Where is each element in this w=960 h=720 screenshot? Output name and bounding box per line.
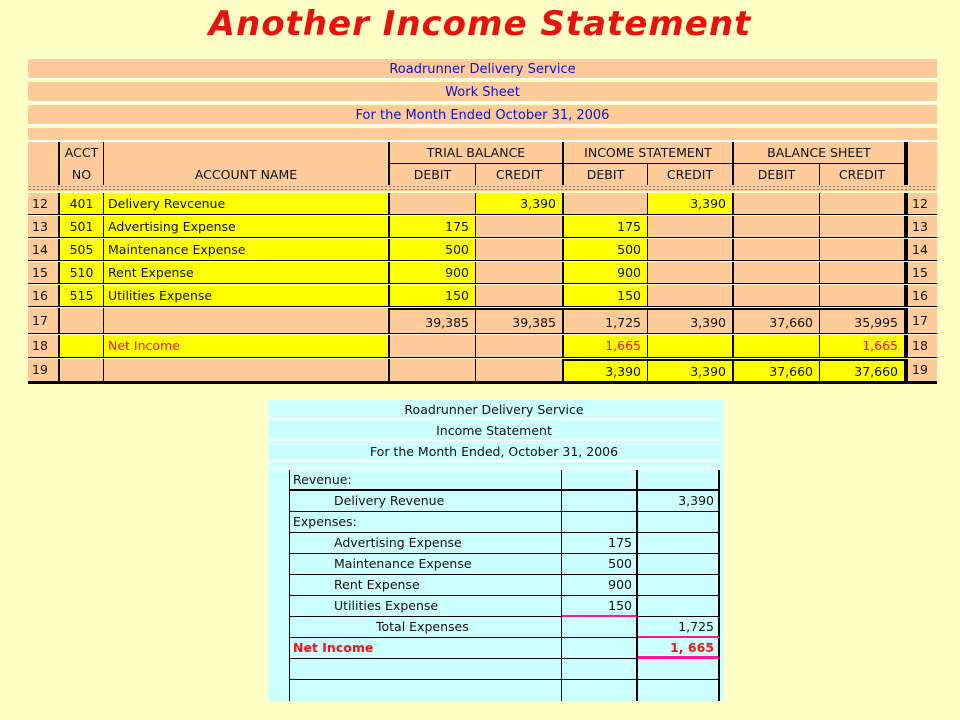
expense-label: Advertising Expense [290, 533, 562, 554]
account-name-header: ACCOUNT NAME [104, 164, 390, 186]
amount-tb-d: 500 [390, 239, 476, 261]
line-number-right: 18 [906, 335, 937, 358]
amount-tb-c: 3,390 [476, 193, 564, 215]
is-row-expense [268, 533, 720, 554]
is-row-revenue [268, 470, 720, 491]
amount-tb-c [476, 335, 564, 358]
amount-tb-d [390, 193, 476, 215]
amount-tb-d: 39,385 [390, 308, 476, 334]
net-income-amount: 1, 665 [638, 638, 720, 659]
is-row-net-income [268, 638, 720, 659]
amount-is-d: 1,665 [564, 335, 648, 358]
amount-tb-c [476, 262, 564, 284]
is-credit-header: CREDIT [648, 164, 734, 186]
line-number-right: 17 [906, 308, 937, 334]
slide-title: Another Income Statement [208, 4, 752, 44]
amount-tb-c [476, 239, 564, 261]
amount-is-c [648, 262, 734, 284]
line-number-right: 15 [906, 262, 937, 284]
net-income-label: Net Income [290, 638, 562, 659]
is-row-expenses [268, 512, 720, 533]
acct-number: 510 [58, 262, 104, 284]
delivery-revenue-label: Delivery Revenue [290, 491, 562, 512]
amount-bs-c [820, 285, 906, 307]
worksheet-company: Roadrunner Delivery Service [28, 59, 937, 80]
worksheet-spacer [28, 128, 937, 142]
amount-bs-c [820, 216, 906, 238]
total-expenses-amount: 1,725 [638, 617, 720, 638]
acct-header: ACCT [58, 142, 104, 164]
is-row-expense [268, 596, 720, 617]
amount-tb-d: 900 [390, 262, 476, 284]
line-number: 16 [28, 285, 58, 307]
balance-sheet-header: BALANCE SHEET [734, 142, 906, 164]
acct-number [58, 308, 104, 334]
line-number: 15 [28, 262, 58, 284]
amount-bs-d [734, 335, 820, 358]
is-spacer [268, 463, 720, 469]
amount-tb-c [476, 359, 564, 382]
header-divider [28, 185, 937, 191]
line-number-right: 19 [906, 359, 937, 382]
amount-is-d: 175 [564, 216, 648, 238]
amount-is-d: 500 [564, 239, 648, 261]
amount-tb-d: 150 [390, 285, 476, 307]
amount-bs-d: 37,660 [734, 359, 820, 382]
amount-bs-d: 37,660 [734, 308, 820, 334]
line-number: 14 [28, 239, 58, 261]
amount-is-d: 3,390 [564, 359, 648, 382]
account-name: Maintenance Expense [104, 239, 390, 261]
is-title: Income Statement [268, 421, 720, 441]
tb-debit-header: DEBIT [390, 164, 476, 186]
income-statement-header: INCOME STATEMENT [564, 142, 734, 164]
amount-is-c [648, 335, 734, 358]
amount-bs-c: 37,660 [820, 359, 906, 382]
account-name: Advertising Expense [104, 216, 390, 238]
delivery-revenue-amount: 3,390 [638, 491, 720, 512]
line-number: 18 [28, 335, 58, 358]
account-name: Net Income [104, 335, 390, 358]
name-header-top [104, 142, 390, 164]
worksheet-period: For the Month Ended October 31, 2006 [28, 105, 937, 126]
bs-debit-header: DEBIT [734, 164, 820, 186]
amount-bs-d [734, 239, 820, 261]
is-row-expense [268, 575, 720, 596]
expense-label: Rent Expense [290, 575, 562, 596]
amount-tb-d [390, 335, 476, 358]
no-header: NO [58, 164, 104, 186]
acct-number: 501 [58, 216, 104, 238]
amount-is-c: 3,390 [648, 193, 734, 215]
is-row-blank [268, 659, 720, 680]
amount-is-c [648, 285, 734, 307]
tb-credit-header: CREDIT [476, 164, 564, 186]
acct-number [58, 335, 104, 358]
line-number-right: 16 [906, 285, 937, 307]
amount-tb-d [390, 359, 476, 382]
amount-is-c: 3,390 [648, 359, 734, 382]
expense-amount: 900 [562, 575, 638, 596]
amount-tb-c [476, 285, 564, 307]
line-number-right: 12 [906, 193, 937, 215]
expense-amount: 150 [562, 596, 638, 617]
amount-bs-c [820, 262, 906, 284]
amount-bs-c: 1,665 [820, 335, 906, 358]
total-expenses-label: Total Expenses [290, 617, 562, 638]
amount-bs-c [820, 239, 906, 261]
is-row-delivery-revenue [268, 491, 720, 512]
line-number: 13 [28, 216, 58, 238]
amount-is-d [564, 193, 648, 215]
is-period: For the Month Ended, October 31, 2006 [268, 442, 720, 462]
amount-bs-d [734, 285, 820, 307]
amount-bs-c: 35,995 [820, 308, 906, 334]
line-number: 19 [28, 359, 58, 382]
expenses-label: Expenses: [290, 512, 562, 533]
is-debit-header: DEBIT [564, 164, 648, 186]
line-col-header [28, 142, 58, 186]
amount-tb-c [476, 216, 564, 238]
is-row-total-expenses [268, 617, 720, 638]
is-row-blank [268, 680, 720, 701]
acct-number: 505 [58, 239, 104, 261]
trial-balance-header: TRIAL BALANCE [390, 142, 564, 164]
line-number: 17 [28, 308, 58, 334]
line-number-right: 13 [906, 216, 937, 238]
account-name: Utilities Expense [104, 285, 390, 307]
amount-tb-c: 39,385 [476, 308, 564, 334]
account-name: Delivery Revcenue [104, 193, 390, 215]
amount-is-d: 1,725 [564, 308, 648, 334]
acct-number: 401 [58, 193, 104, 215]
account-name: Rent Expense [104, 262, 390, 284]
revenue-label: Revenue: [290, 470, 562, 491]
is-company: Roadrunner Delivery Service [268, 400, 720, 420]
expense-label: Maintenance Expense [290, 554, 562, 575]
worksheet-title: Work Sheet [28, 82, 937, 103]
amount-bs-d [734, 216, 820, 238]
amount-is-c: 3,390 [648, 308, 734, 334]
account-name [104, 359, 390, 382]
amount-tb-d: 175 [390, 216, 476, 238]
amount-bs-d [734, 193, 820, 215]
worksheet-bottom-rule [28, 382, 937, 384]
expense-label: Utilities Expense [290, 596, 562, 617]
income-statement [268, 400, 724, 702]
amount-is-d: 150 [564, 285, 648, 307]
acct-number [58, 359, 104, 382]
amount-is-c [648, 216, 734, 238]
acct-number: 515 [58, 285, 104, 307]
amount-is-c [648, 239, 734, 261]
account-name [104, 308, 390, 334]
expense-amount: 500 [562, 554, 638, 575]
amount-is-d: 900 [564, 262, 648, 284]
amount-bs-d [734, 262, 820, 284]
line-number: 12 [28, 193, 58, 215]
line-col-header-right [906, 142, 937, 186]
expense-amount: 175 [562, 533, 638, 554]
bs-credit-header: CREDIT [820, 164, 906, 186]
amount-bs-c [820, 193, 906, 215]
line-number-right: 14 [906, 239, 937, 261]
is-row-expense [268, 554, 720, 575]
